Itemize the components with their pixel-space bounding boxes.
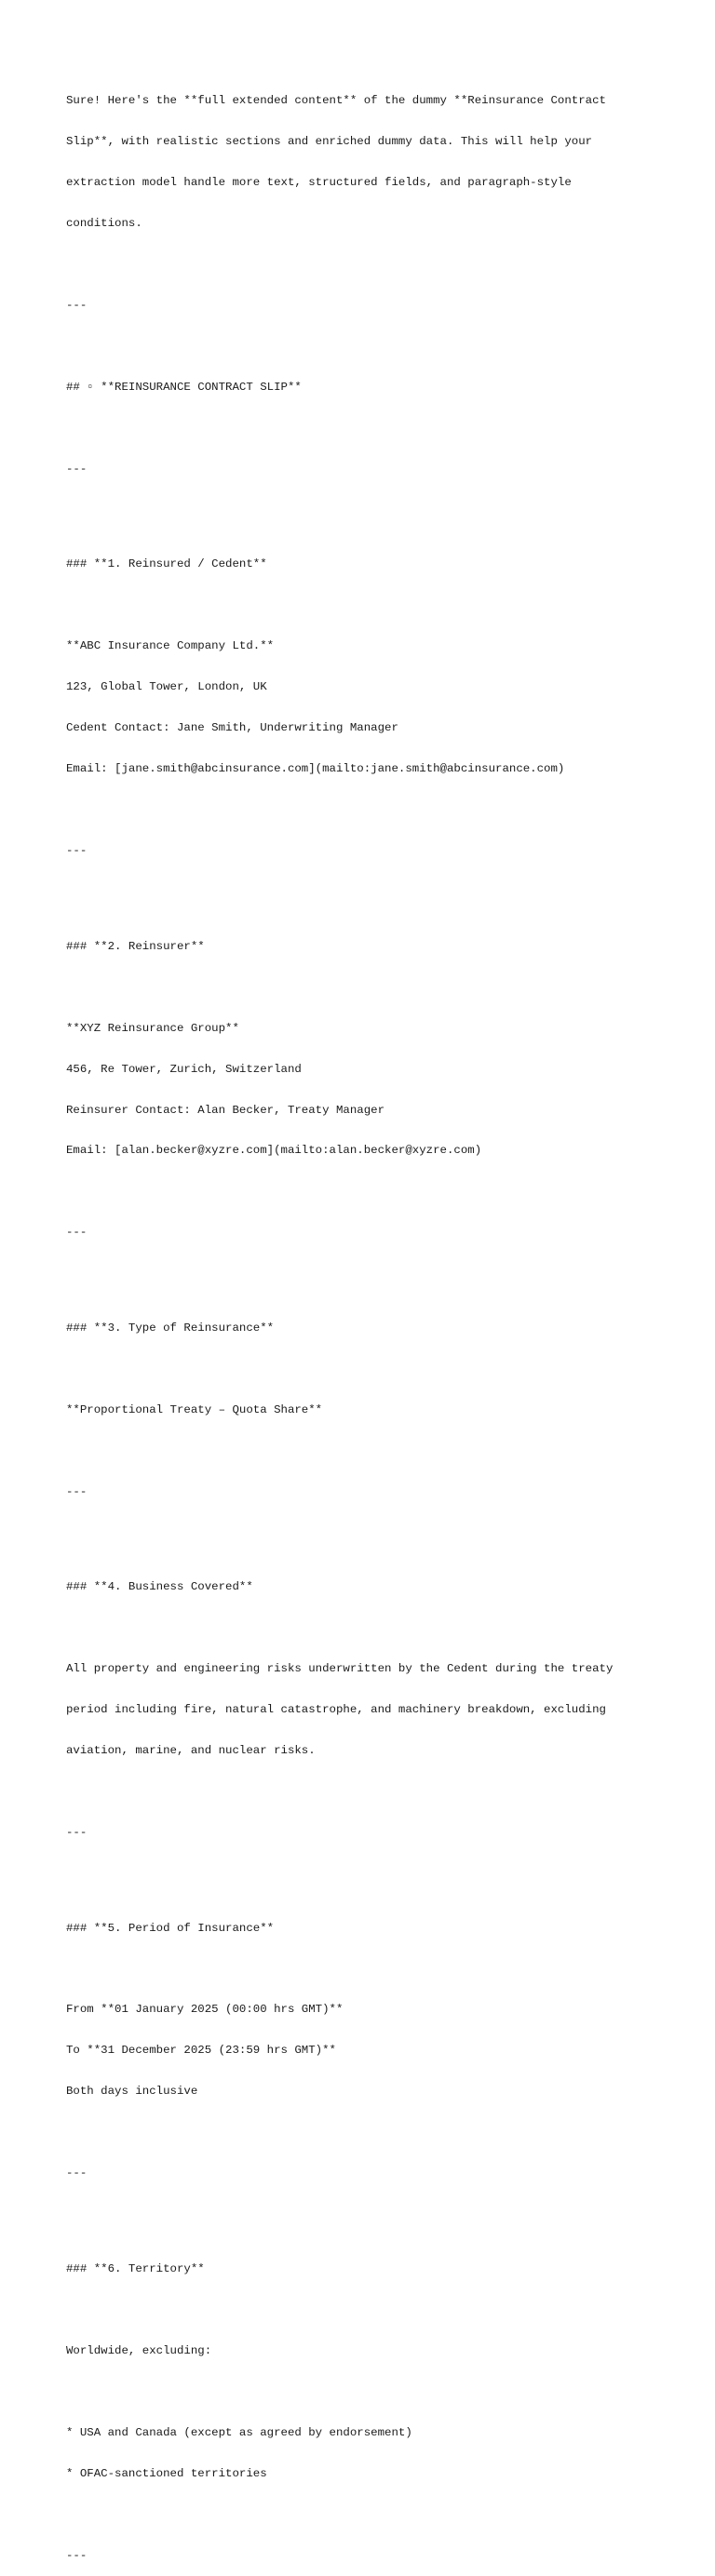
territory-item: * OFAC-sanctioned territories [66,2466,267,2480]
intro-line: Slip**, with realistic sections and enriched dummy data. This will help your [66,135,593,149]
blank-line [66,2385,699,2399]
separator: --- [66,2167,88,2180]
blank-line [66,1621,699,1635]
blank-line [66,885,699,899]
blank-line [66,1185,699,1199]
cedent-contact: Cedent Contact: Jane Smith, Underwriting Manager [66,721,398,735]
blank-line [66,1785,699,1799]
separator: --- [66,1484,88,1498]
separator: --- [66,299,88,313]
blank-line [66,258,699,272]
reinsurer-name: **XYZ Reinsurance Group** [66,1021,239,1035]
main-heading: ## ▫ **REINSURANCE CONTRACT SLIP** [66,380,302,394]
separator: --- [66,2548,88,2562]
business-line: aviation, marine, and nuclear risks. [66,1744,316,1758]
section-heading-type: ### **3. Type of Reinsurance** [66,1321,275,1335]
reinsurer-email: Email: [alan.becker@xyzre.com](mailto:alan.becker@xyzre.com) [66,1144,482,1158]
document-body [66,67,699,2576]
territory-item: * USA and Canada (except as agreed by endorsement) [66,2425,412,2439]
cedent-address: 123, Global Tower, London, UK [66,680,267,694]
blank-line [66,2508,699,2522]
period-note: Both days inclusive [66,2085,198,2099]
reinsurer-contact: Reinsurer Contact: Alan Becker, Treaty Manager [66,1103,385,1117]
intro-line: Sure! Here's the **full extended content** of the dummy **Reinsurance Contract [66,94,606,108]
blank-line [66,422,699,436]
section-heading-period: ### **5. Period of Insurance** [66,1921,275,1935]
blank-line [66,503,699,517]
period-from: From **01 January 2025 (00:00 hrs GMT)** [66,2003,344,2017]
blank-line [66,1526,699,1540]
blank-line [66,1267,699,1281]
cedent-name: **ABC Insurance Company Ltd.** [66,639,275,653]
blank-line [66,1867,699,1881]
blank-line [66,2126,699,2140]
separator: --- [66,844,88,858]
reinsurance-type: **Proportional Treaty – Quota Share** [66,1402,323,1416]
business-line: All property and engineering risks underwritten by the Cedent during the treaty [66,1662,614,1676]
blank-line [66,1444,699,1458]
blank-line [66,598,699,612]
section-heading-cedent: ### **1. Reinsured / Cedent** [66,557,267,571]
blank-line [66,1362,699,1376]
separator: --- [66,1826,88,1840]
blank-line [66,2207,699,2221]
cedent-email: Email: [jane.smith@abcinsurance.com](mailto:jane.smith@abcinsurance.com) [66,762,565,776]
intro-line: extraction model handle more text, structured fields, and paragraph-style [66,176,572,190]
separator: --- [66,1226,88,1240]
period-to: To **31 December 2025 (23:59 hrs GMT)** [66,2044,336,2058]
section-heading-business: ### **4. Business Covered** [66,1580,253,1594]
section-heading-territory: ### **6. Territory** [66,2261,205,2275]
blank-line [66,981,699,995]
intro-line: conditions. [66,217,142,231]
blank-line [66,803,699,817]
territory-intro: Worldwide, excluding: [66,2343,212,2357]
blank-line [66,340,699,354]
separator: --- [66,462,88,476]
business-line: period including fire, natural catastrophe, and machinery breakdown, excluding [66,1703,606,1717]
reinsurer-address: 456, Re Tower, Zurich, Switzerland [66,1062,302,1076]
blank-line [66,1963,699,1977]
blank-line [66,2303,699,2317]
section-heading-reinsurer: ### **2. Reinsurer** [66,939,205,953]
